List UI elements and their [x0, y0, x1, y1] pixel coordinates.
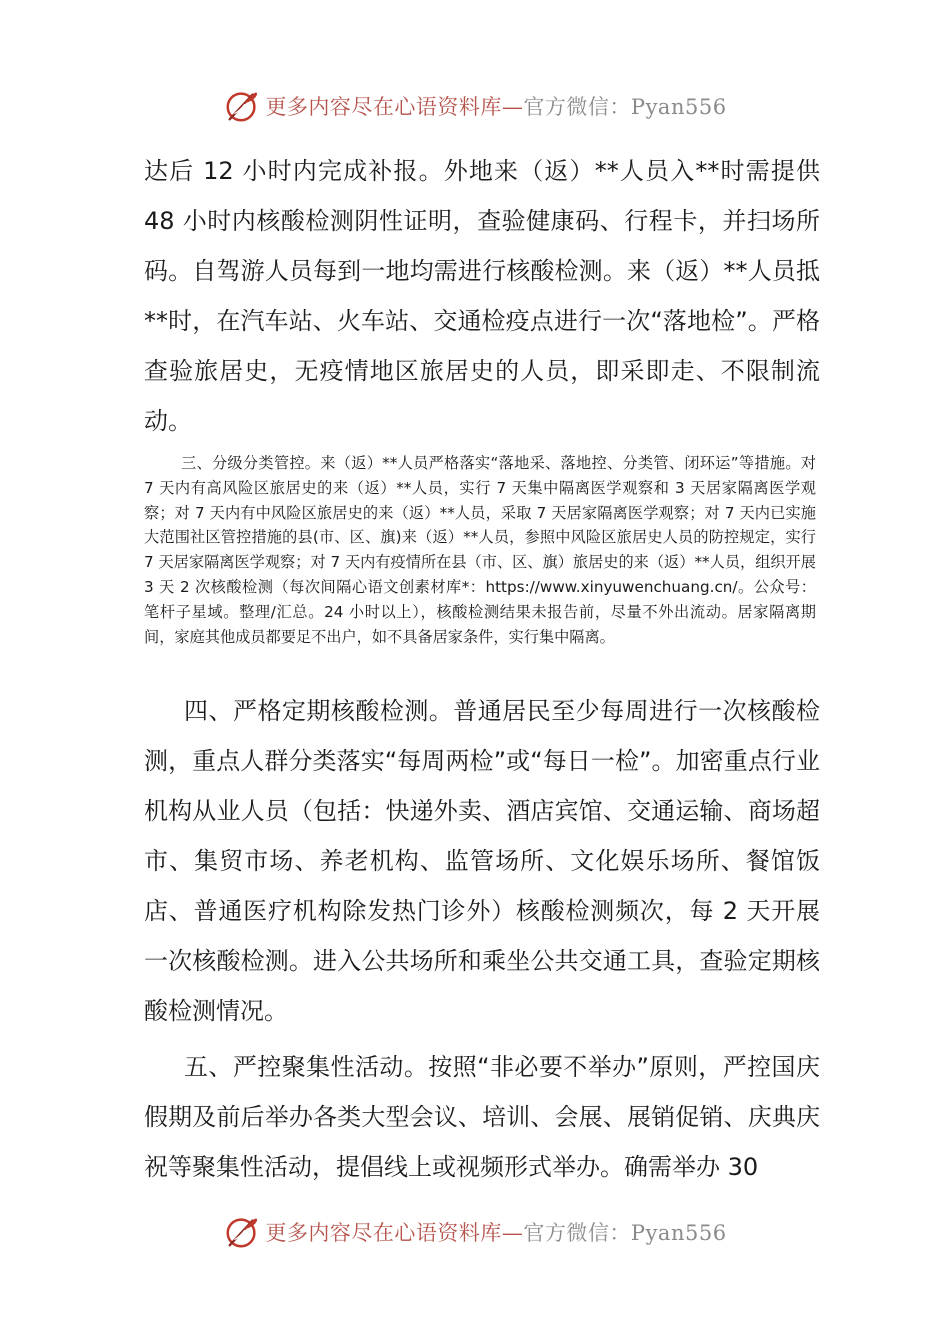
- quill-pen-circle-icon: [223, 1213, 261, 1251]
- header-watermark: [0, 86, 950, 126]
- watermark-wechat: 官方微信：Pyan556: [523, 1221, 727, 1245]
- paragraph-section-4: 四、严格定期核酸检测。普通居民至少每周进行一次核酸检测，重点人群分类落实“每周两检”或“每日一检”。加密重点行业机构从业人员（包括：快递外卖、酒店宾馆、交通运输、商场超市、集贸市场、养老机构、监管场所、文化娱乐场所、餐馆饭店、普通医疗机构除发热门诊外）核酸检测频次，每 2 天开展一次核酸检测。进入公共场所和乘坐公共交通工具，查验定期核酸检测情况。: [144, 697, 820, 1025]
- footer-watermark: [0, 1212, 950, 1252]
- watermark-wechat: 官方微信：Pyan556: [523, 95, 727, 119]
- quill-pen-circle-icon: [223, 87, 261, 125]
- watermark-text: [265, 91, 726, 121]
- paragraph-section-3: 三、分级分类管控。来（返）**人员严格落实“落地采、落地控、分类管、闭环运”等措施。对 7 天内有高风险区旅居史的来（返）**人员，实行 7 天集中隔离医学观察和 3 天居家隔离医学观察；对 7 天内有中风险区旅居史的来（返）**人员，采取 7 天居家隔离医学观察；对 7 天内已实施大范围社区管控措施的县(市、区、旗)来（返）**人员，参照中风险区旅居史人员的防控规定，实行 7 天居家隔离医学观察；对 7 天内有疫情所在县（市、区、旗）旅居史的来（返）**人员，组织开展 3 天 2 次核酸检测（每次间隔心语文创素材库*：https://www.xinyuwenchuang.cn/。公众号：笔杆子星域。整理/汇总。24 小时以上），核酸检测结果未报告前，尽量不外出流动。居家隔离期间，家庭其他成员都要足不出户，如不具备居家条件，实行集中隔离。: [144, 454, 816, 646]
- watermark-text: [265, 1217, 726, 1247]
- paragraph-section-5: 五、严控聚集性活动。按照“非必要不举办”原则，严控国庆假期及前后举办各类大型会议、培训、会展、展销促销、庆典庆祝等聚集性活动，提倡线上或视频形式举办。确需举办 30: [144, 1053, 820, 1181]
- watermark-brand: 更多内容尽在心语资料库—: [265, 95, 524, 119]
- paragraph-continuation: 达后 12 小时内完成补报。外地来（返）**人员入**时需提供 48 小时内核酸检测阴性证明，查验健康码、行程卡，并扫场所码。自驾游人员每到一地均需进行核酸检测。来（返）**人员抵**时，在汽车站、火车站、交通检疫点进行一次“落地检”。严格查验旅居史，无疫情地区旅居史的人员，即采即走、不限制流动。: [144, 157, 820, 435]
- watermark-brand: 更多内容尽在心语资料库—: [265, 1221, 524, 1245]
